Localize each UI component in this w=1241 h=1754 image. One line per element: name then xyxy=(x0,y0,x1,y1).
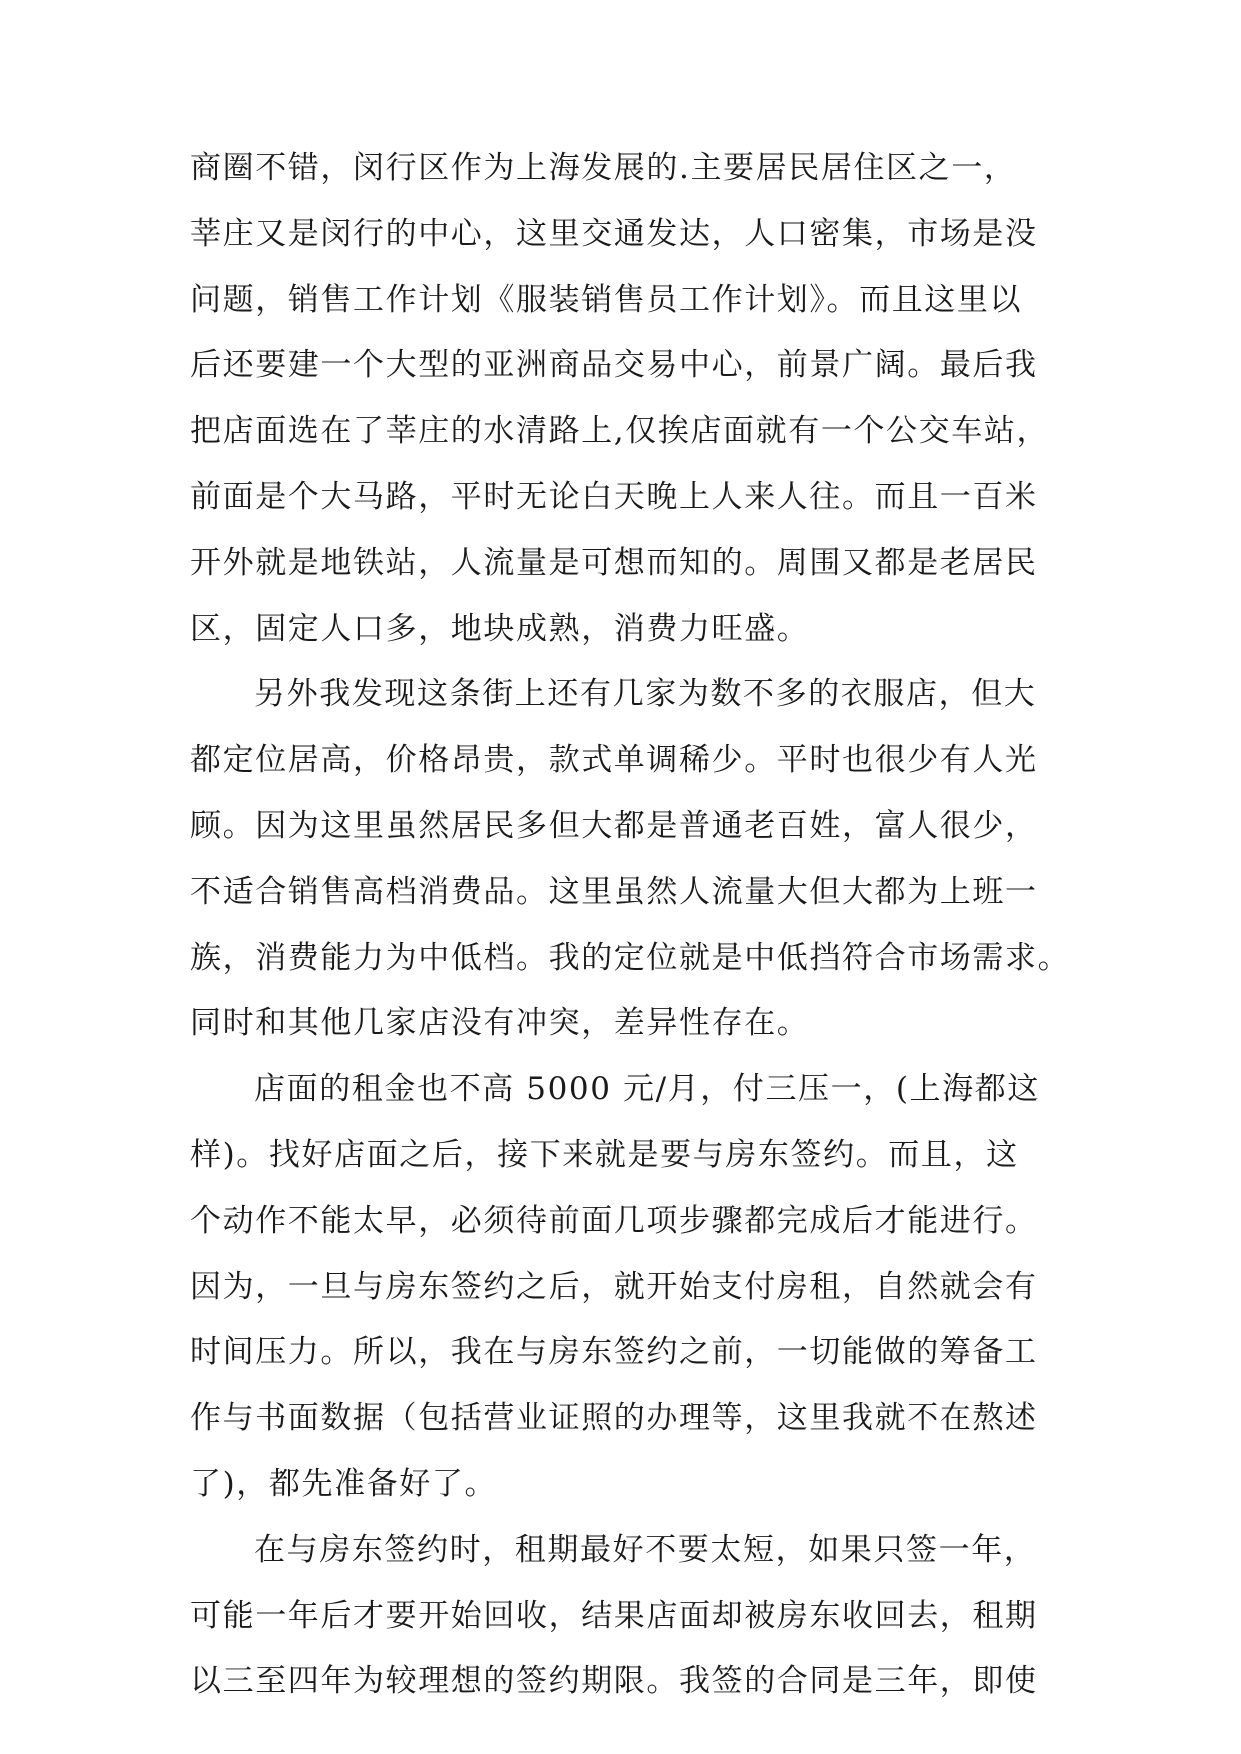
text-line: 了)，都先准备好了。 xyxy=(190,1465,498,1502)
text-line: 莘庄又是闵行的中心，这里交通发达，人口密集，市场是没 xyxy=(190,215,1038,252)
text-line: 族，消费能力为中低档。我的定位就是中低挡符合市场需求。 xyxy=(190,939,1071,976)
text-line: 同时和其他几家店没有冲突，差异性存在。 xyxy=(190,1005,810,1042)
text-line: 区，固定人口多，地块成熟，消费力旺盛。 xyxy=(190,610,810,647)
text-line: 前面是个大马路，平时无论白天晚上人来人往。而且一百米 xyxy=(190,478,1038,515)
text-line: 时间压力。所以，我在与房东签约之前，一切能做的筹备工 xyxy=(190,1334,1038,1371)
text-line: 样)。找好店面之后，接下来就是要与房东签约。而且，这 xyxy=(190,1136,1019,1173)
text-line: 问题，销售工作计划《服装销售员工作计划》。而且这里以 xyxy=(190,281,1023,318)
paragraph-first-line: 另外我发现这条街上还有几家为数不多的衣服店，但大 xyxy=(254,676,1037,713)
text-line: 作与书面数据（包括营业证照的办理等，这里我就不在熬述 xyxy=(190,1400,1038,1437)
text-line: 因为，一旦与房东签约之后，就开始支付房租，自然就会有 xyxy=(190,1268,1038,1305)
text-line: 顾。因为这里虽然居民多但大都是普通老百姓，富人很少， xyxy=(190,807,1038,844)
text-line: 可能一年后才要开始回收，结果店面却被房东收回去，租期 xyxy=(190,1597,1038,1634)
text-line: 不适合销售高档消费品。这里虽然人流量大但大都为上班一 xyxy=(190,873,1038,910)
text-line: 个动作不能太早，必须待前面几项步骤都完成后才能进行。 xyxy=(190,1202,1038,1239)
paragraph-first-line: 在与房东签约时，租期最好不要太短，如果只签一年， xyxy=(254,1531,1037,1568)
text-line: 以三至四年为较理想的签约期限。我签的合同是三年，即使 xyxy=(190,1663,1038,1700)
text-line: 开外就是地铁站，人流量是可想而知的。周围又都是老居民 xyxy=(190,544,1038,581)
paragraph-first-line: 店面的租金也不高 5000 元/月，付三压一，(上海都这 xyxy=(254,1071,1040,1108)
body-text xyxy=(190,136,1070,1715)
text-line: 后还要建一个大型的亚洲商品交易中心，前景广阔。最后我 xyxy=(190,347,1038,384)
text-line: 把店面选在了莘庄的水清路上,仅挨店面就有一个公交车站， xyxy=(190,413,1050,450)
text-line: 商圈不错，闵行区作为上海发展的.主要居民居住区之一， xyxy=(190,150,1017,186)
text-line: 都定位居高，价格昂贵，款式单调稀少。平时也很少有人光 xyxy=(190,742,1038,779)
